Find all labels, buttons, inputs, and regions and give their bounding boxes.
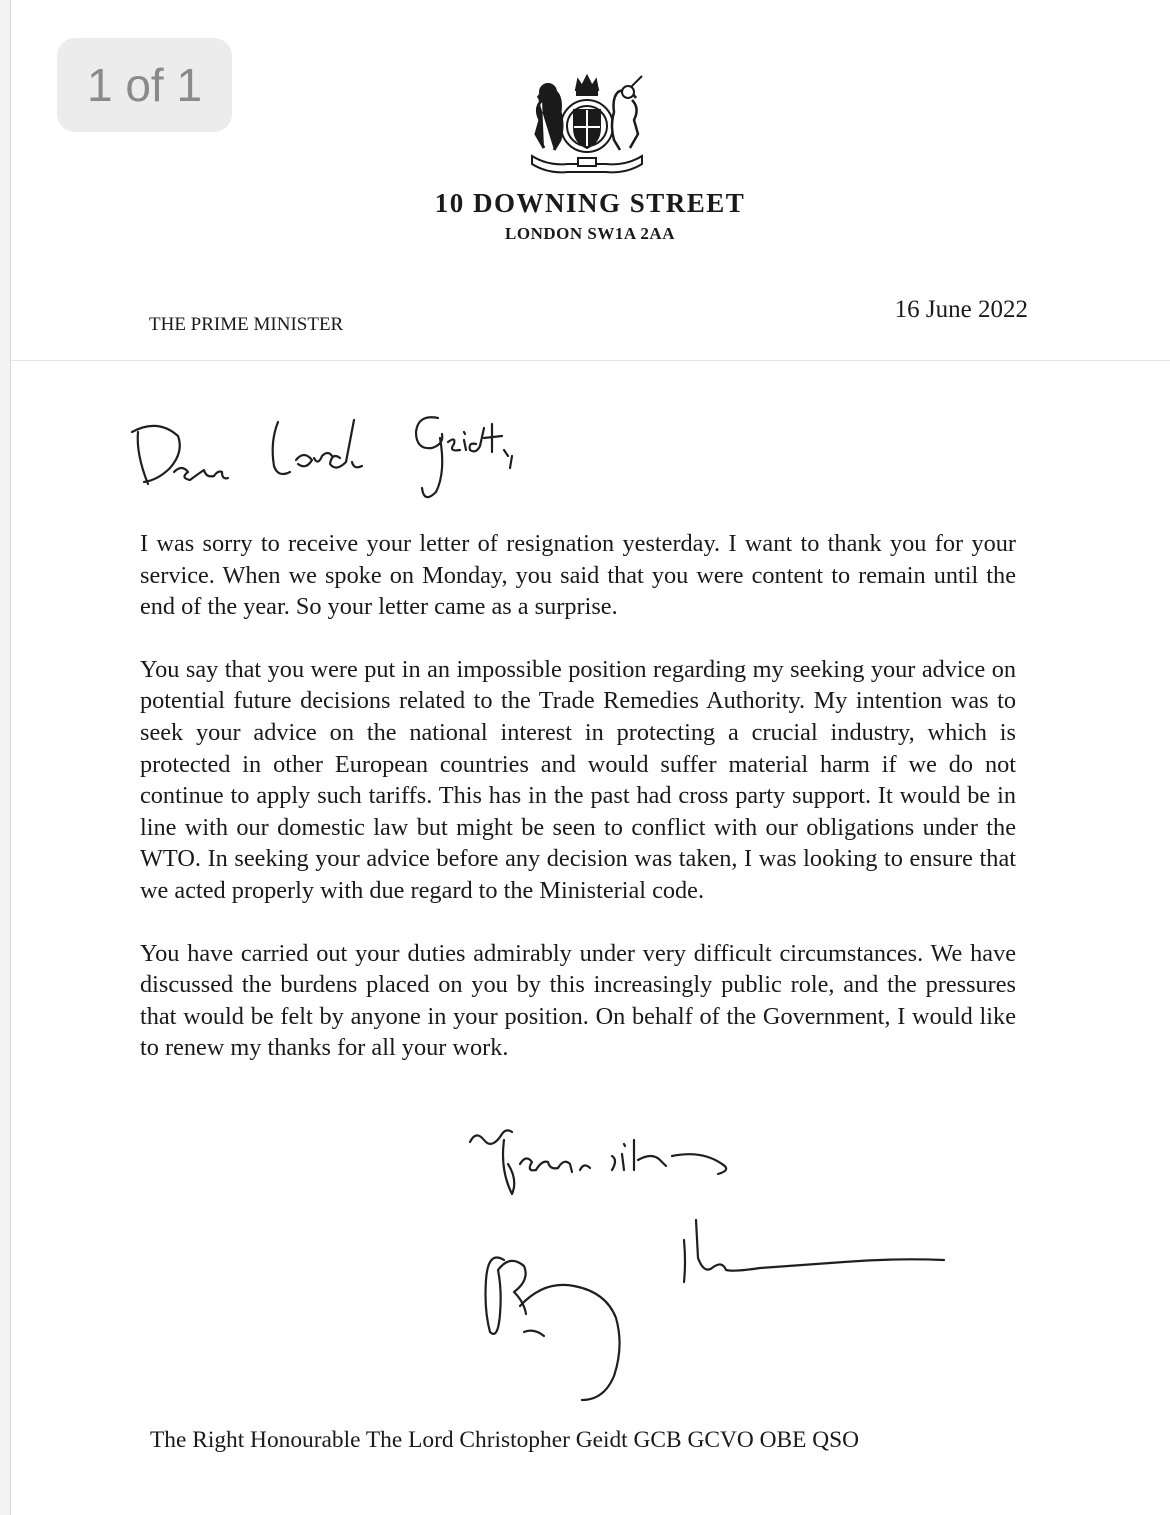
letterhead-city: LONDON SW1A 2AA [505,224,675,243]
letter-body [140,528,1016,1095]
handwritten-signature-icon [464,1210,964,1410]
handwritten-closing [462,1120,782,1200]
royal-coat-of-arms-icon [518,68,656,178]
handwritten-salutation [118,392,578,512]
sender-office: THE PRIME MINISTER [149,314,344,335]
body-paragraph: You say that you were put in an impossible position regarding my seeking your advice on potential future decisions related to the Trade Remedies Authority. My intention was to seek your advice on the national interest in protecting a crucial industry, which is protected in other European countries and would suffer material harm if we do not continue to apply such tariffs. This has in the past had cross party support. It would be in line with our domestic law but might be seen to conflict with our obligations under the WTO. In seeking your advice before any decision was taken, I was looking to ensure that we acted properly with due regard to the Ministerial code. [140,655,1016,904]
body-paragraph: You have carried out your duties admirably under very difficult circumstances. We have discussed the burdens placed on you by this increasingly public role, and the pressures that would be felt by anyone in your position. On behalf of the Government, I would like to renew my thanks for all your work. [140,939,1016,1062]
letter-date: 16 June 2022 [894,296,1028,323]
recipient-name: The Right Honourable The Lord Christopher Geidt GCB GCVO OBE QSO [150,1427,860,1453]
fold-line [11,360,1170,361]
body-paragraph: I was sorry to receive your letter of resignation yesterday. I want to thank you for your service. When we spoke on Monday, you said that you were content to remain until the end of the year. So your letter came as a surprise. [140,530,1016,621]
page-indicator-badge: 1 of 1 [57,38,232,132]
letterhead-street: 10 DOWNING STREET [434,188,746,218]
